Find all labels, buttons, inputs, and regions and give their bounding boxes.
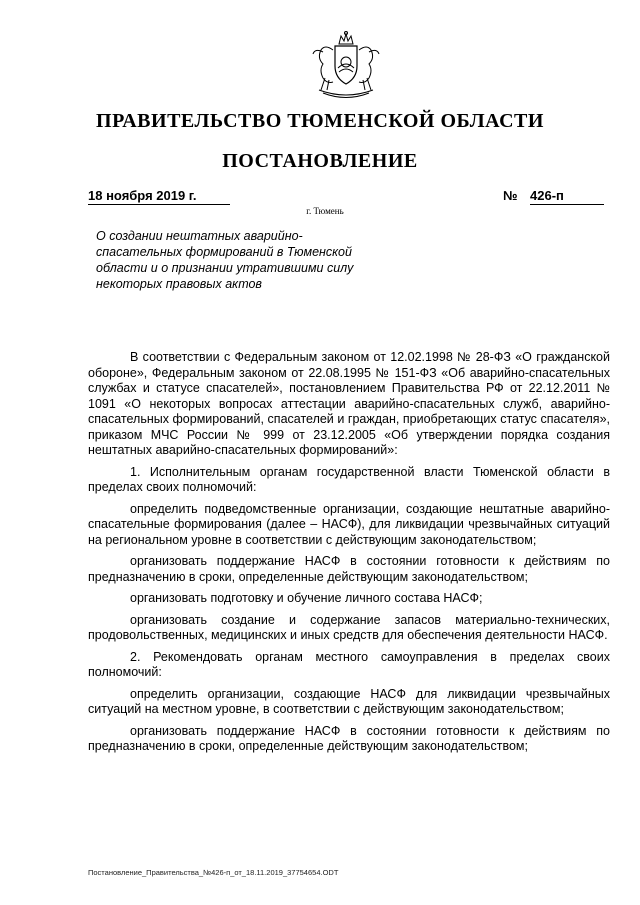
city-label: г. Тюмень bbox=[306, 206, 344, 216]
document-body bbox=[88, 350, 610, 761]
body-paragraph: организовать поддержание НАСФ в состоянии готовности к действиям по предназначению в сроки, определенные действующим законодательством; bbox=[88, 723, 610, 753]
body-paragraph: 1. Исполнительным органам государственной власти Тюменской области в пределах своих полномочий: bbox=[88, 464, 610, 494]
document-subject: О создании нештатных аварийно-спасательных формирований в Тюменской области и о признании утратившими силу некоторых правовых актов bbox=[96, 229, 354, 291]
organization-title: ПРАВИТЕЛЬСТВО ТЮМЕНСКОЙ ОБЛАСТИ bbox=[96, 110, 544, 132]
document-type-title: ПОСТАНОВЛЕНИЕ bbox=[222, 150, 418, 172]
body-paragraph: определить организации, создающие НАСФ для ликвидации чрезвычайных ситуаций на местном уровне, в соответствии с действующим законодательством; bbox=[88, 686, 610, 716]
number-sign: № bbox=[503, 188, 518, 203]
body-paragraph: организовать поддержание НАСФ в состоянии готовности к действиям по предназначению в сроки, определенные действующим законодательством; bbox=[88, 554, 610, 584]
body-paragraph: организовать создание и содержание запасов материально-технических, продовольственных, медицинских и иных средств для обеспечения деятельности НАСФ. bbox=[88, 612, 610, 642]
preamble-paragraph: В соответствии с Федеральным законом от 12.02.1998 № 28-ФЗ «О гражданской обороне», Федеральным законом от 22.08.1995 № 151-ФЗ «Об аварийно-спасательных службах и статусе спасателей», постановлением Правительства РФ от 22.12.2011 № 1091 «О некоторых вопросах аттестации аварийно-спасательных служб, аварийно-спасательных формирований, спасателей и граждан, приобретающих статус спасателя», приказом МЧС России № 999 от 23.12.2005 «Об утверждении порядка создания нештатных аварийно-спасательных формирований»: bbox=[88, 350, 610, 457]
document-number: 426-п bbox=[530, 187, 604, 205]
body-paragraph: определить подведомственные организации, создающие нештатные аварийно-спасательные формирования (далее – НАСФ), для ликвидации чрезвычайных ситуаций на региональном уровне в соответствии с действующим законодательством; bbox=[88, 501, 610, 547]
body-paragraph: 2. Рекомендовать органам местного самоуправления в пределах своих полномочий: bbox=[88, 649, 610, 679]
body-paragraph: организовать подготовку и обучение личного состава НАСФ; bbox=[130, 591, 483, 605]
document-date: 18 ноября 2019 г. bbox=[88, 187, 230, 205]
file-name-footer: Постановление_Правительства_№426-п_от_18.11.2019_37754654.ODT bbox=[88, 868, 339, 877]
coat-of-arms-emblem bbox=[303, 30, 389, 100]
